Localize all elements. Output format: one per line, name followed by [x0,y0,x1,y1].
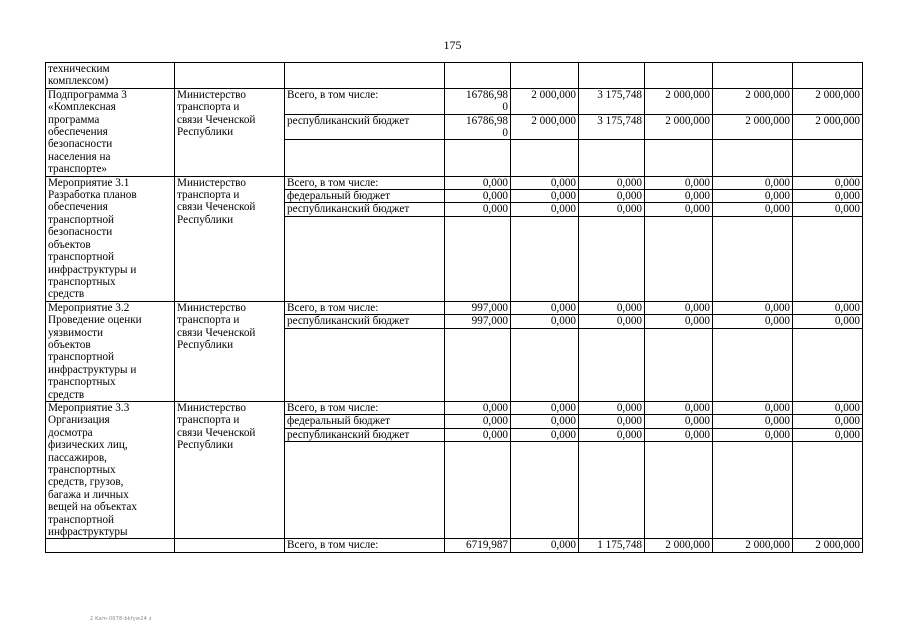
measure-name-line: физических лиц, [48,439,128,452]
amount-cell [511,401,579,538]
executor-line: Министерство [177,88,246,101]
amount-value: 0,000 [511,315,578,328]
amount-cell [445,401,511,538]
measure-name-line: вещей на объектах [48,501,137,514]
amount-value: 2 000,000 [511,89,578,115]
amount-value: 0,000 [579,203,644,216]
amount-cell [579,176,645,301]
amount-value: 997,000 [445,302,510,315]
amount-value: 0,000 [579,402,644,415]
amount-value: 0,000 [579,415,644,428]
total-amount: 0,000 [511,539,579,552]
executor-cell [175,88,285,176]
amount-cell [645,401,713,538]
amount-value: 0,000 [793,177,862,190]
funding-source-cell [285,88,445,176]
measure-name-line: досмотра [48,426,93,439]
funding-source-label: республиканский бюджет [285,115,444,141]
empty-cell [511,63,579,89]
amount-value: 2 000,000 [713,89,792,115]
amount-cell [511,88,579,176]
amount-value: 16786,98 0 [445,115,510,141]
funding-source-label: Всего, в том числе: [285,302,444,315]
amount-cell [645,176,713,301]
amount-value: 0,000 [713,302,792,315]
amount-value: 0,000 [645,429,712,442]
amount-cell [445,301,511,401]
funding-source-label: Всего, в том числе: [285,402,444,415]
executor-cell [175,176,285,301]
amount-value: 3 175,748 [579,89,644,115]
total-label: Всего, в том числе: [285,539,445,552]
executor-line: транспорта и [177,101,240,114]
executor-line: транспорта и [177,189,240,202]
empty-cell [793,63,863,89]
measure-name-line: обеспечения [48,201,108,214]
amount-cell [579,88,645,176]
name-cell [46,63,175,89]
measure-name-line: программа [48,113,100,126]
measure-name-line: объектов [48,338,91,351]
empty-cell [46,539,175,552]
amount-value: 0,000 [579,177,644,190]
executor-line: Министерство [177,301,246,314]
amount-cell [445,88,511,176]
amount-cell [713,176,793,301]
measure-name-line: населения на [48,150,111,163]
amount-value: 2 000,000 [793,89,862,115]
measure-name-line: инфраструктуры и [48,363,137,376]
executor-line: Республики [177,439,234,452]
measure-name-line: транспортной [48,513,115,526]
empty-cell [579,63,645,89]
amount-value: 0,000 [793,402,862,415]
total-amount: 1 175,748 [579,539,645,552]
amount-value: 0,000 [579,315,644,328]
amount-value: 0,000 [511,177,578,190]
amount-value: 0,000 [645,302,712,315]
total-amount: 2 000,000 [713,539,793,552]
measure-name-line: Проведение оценки [48,314,142,327]
measure-name-line: средств [48,288,85,301]
amount-value: 0,000 [793,203,862,216]
funding-source-cell [285,176,445,301]
amount-value: 0,000 [511,302,578,315]
table-row [46,401,863,538]
budget-table [45,62,863,553]
amount-value: 2 000,000 [645,115,712,141]
footer-note: 2 Kam-0078-bkfyw24 з [90,616,152,622]
executor-line: связи Чеченской [177,201,256,214]
empty-cell [445,63,511,89]
measure-name-line: обеспечения [48,126,108,139]
table-row-total [46,539,863,552]
measure-name-line: уязвимости [48,326,103,339]
table-row [46,301,863,401]
amount-value: 0,000 [511,429,578,442]
amount-cell [579,301,645,401]
measure-name-cell [46,301,175,401]
amount-value: 0,000 [445,190,510,203]
funding-source-cell [285,401,445,538]
amount-value: 0,000 [793,302,862,315]
amount-value: 0,000 [793,415,862,428]
empty-cell [175,539,285,552]
amount-cell [511,176,579,301]
amount-cell [445,176,511,301]
empty-cell [713,63,793,89]
measure-name-line: Организация [48,414,110,427]
amount-cell [793,176,863,301]
amount-value: 0,000 [713,203,792,216]
amount-cell [793,301,863,401]
amount-value: 0,000 [713,415,792,428]
amount-value: 0,000 [445,429,510,442]
amount-value: 0,000 [713,177,792,190]
measure-name-line: пассажиров, [48,451,107,464]
measure-name-cell [46,401,175,538]
total-amount: 2 000,000 [793,539,863,552]
measure-name-line: транспорте» [48,163,108,176]
amount-value: 0,000 [645,402,712,415]
executor-line: транспорта и [177,414,240,427]
page-number: 175 [443,38,462,52]
amount-value: 0,000 [793,190,862,203]
total-amount: 2 000,000 [645,539,713,552]
amount-value: 2 000,000 [645,89,712,115]
executor-line: связи Чеченской [177,113,256,126]
amount-value: 997,000 [445,315,510,328]
amount-value: 0,000 [713,429,792,442]
empty-cell [285,63,445,89]
name-line: техническим [48,63,110,75]
table-row-continuation [46,63,863,89]
measure-name-line: транспортных [48,464,116,476]
amount-cell [793,401,863,538]
executor-line: Министерство [177,401,246,414]
amount-value: 16786,98 0 [445,89,510,115]
amount-value: 0,000 [645,177,712,190]
amount-value: 0,000 [579,302,644,315]
amount-value: 2 000,000 [511,115,578,141]
amount-value: 0,000 [793,315,862,328]
funding-source-label: республиканский бюджет [285,429,444,442]
amount-value: 0,000 [445,177,510,190]
amount-cell [645,301,713,401]
funding-source-label: федеральный бюджет [285,190,444,203]
measure-name-line: транспортных [48,275,116,288]
executor-cell [175,301,285,401]
amount-cell [511,301,579,401]
measure-name-line: Мероприятие 3.3 [48,401,130,414]
executor-line: Республики [177,213,234,226]
measure-name-line: средств [48,388,85,401]
measure-name-cell [46,88,175,176]
executor-line: Министерство [177,176,246,189]
measure-name-line: инфраструктуры [48,526,128,539]
measure-name-line: багажа и личных [48,488,129,501]
amount-value: 0,000 [713,190,792,203]
name-line: комплексом) [48,75,109,88]
measure-name-line: транспортной [48,251,115,264]
amount-value: 0,000 [713,402,792,415]
amount-value: 3 175,748 [579,115,644,141]
measure-name-line: безопасности [48,226,113,239]
amount-cell [579,401,645,538]
executor-line: транспорта и [177,314,240,327]
funding-source-label: Всего, в том числе: [285,177,444,190]
funding-source-label: федеральный бюджет [285,415,444,428]
amount-value: 0,000 [511,203,578,216]
amount-cell [793,88,863,176]
amount-cell [713,401,793,538]
measure-name-line: транспортной [48,213,115,226]
empty-cell [175,63,285,89]
measure-name-line: транспортных [48,376,116,389]
measure-name-line: объектов [48,238,91,251]
measure-name-line: Разработка планов [48,189,137,202]
total-amount: 6719,987 [445,539,511,552]
amount-cell [645,88,713,176]
amount-value: 0,000 [579,429,644,442]
measure-name-cell [46,176,175,301]
amount-value: 2 000,000 [713,115,792,141]
amount-value: 0,000 [579,190,644,203]
amount-value: 0,000 [645,415,712,428]
funding-source-label: Всего, в том числе: [285,89,444,115]
measure-name-line: средств, грузов, [48,476,124,489]
executor-line: связи Чеченской [177,326,256,339]
executor-cell [175,401,285,538]
amount-value: 0,000 [713,315,792,328]
table-row [46,88,863,176]
amount-value: 0,000 [645,315,712,328]
amount-cell [713,301,793,401]
amount-value: 0,000 [511,415,578,428]
amount-value: 0,000 [511,402,578,415]
table-row [46,176,863,301]
measure-name-line: Мероприятие 3.2 [48,301,130,314]
measure-name-line: Мероприятие 3.1 [48,176,130,189]
empty-cell [645,63,713,89]
amount-value: 0,000 [793,429,862,442]
measure-name-line: безопасности [48,138,113,151]
measure-name-line: транспортной [48,351,115,364]
measure-name-line: инфраструктуры и [48,263,137,276]
amount-cell [713,88,793,176]
amount-value: 0,000 [645,203,712,216]
amount-value: 0,000 [511,190,578,203]
executor-line: Республики [177,126,234,139]
executor-line: Республики [177,338,234,351]
funding-source-cell [285,301,445,401]
amount-value: 2 000,000 [793,115,862,141]
executor-line: связи Чеченской [177,426,256,439]
funding-source-label: республиканский бюджет [285,203,444,216]
measure-name-line: «Комплексная [48,101,116,114]
measure-name-line: Подпрограмма 3 [48,88,127,101]
amount-value: 0,000 [445,203,510,216]
amount-value: 0,000 [445,402,510,415]
amount-value: 0,000 [445,415,510,428]
amount-value: 0,000 [645,190,712,203]
funding-source-label: республиканский бюджет [285,315,444,328]
